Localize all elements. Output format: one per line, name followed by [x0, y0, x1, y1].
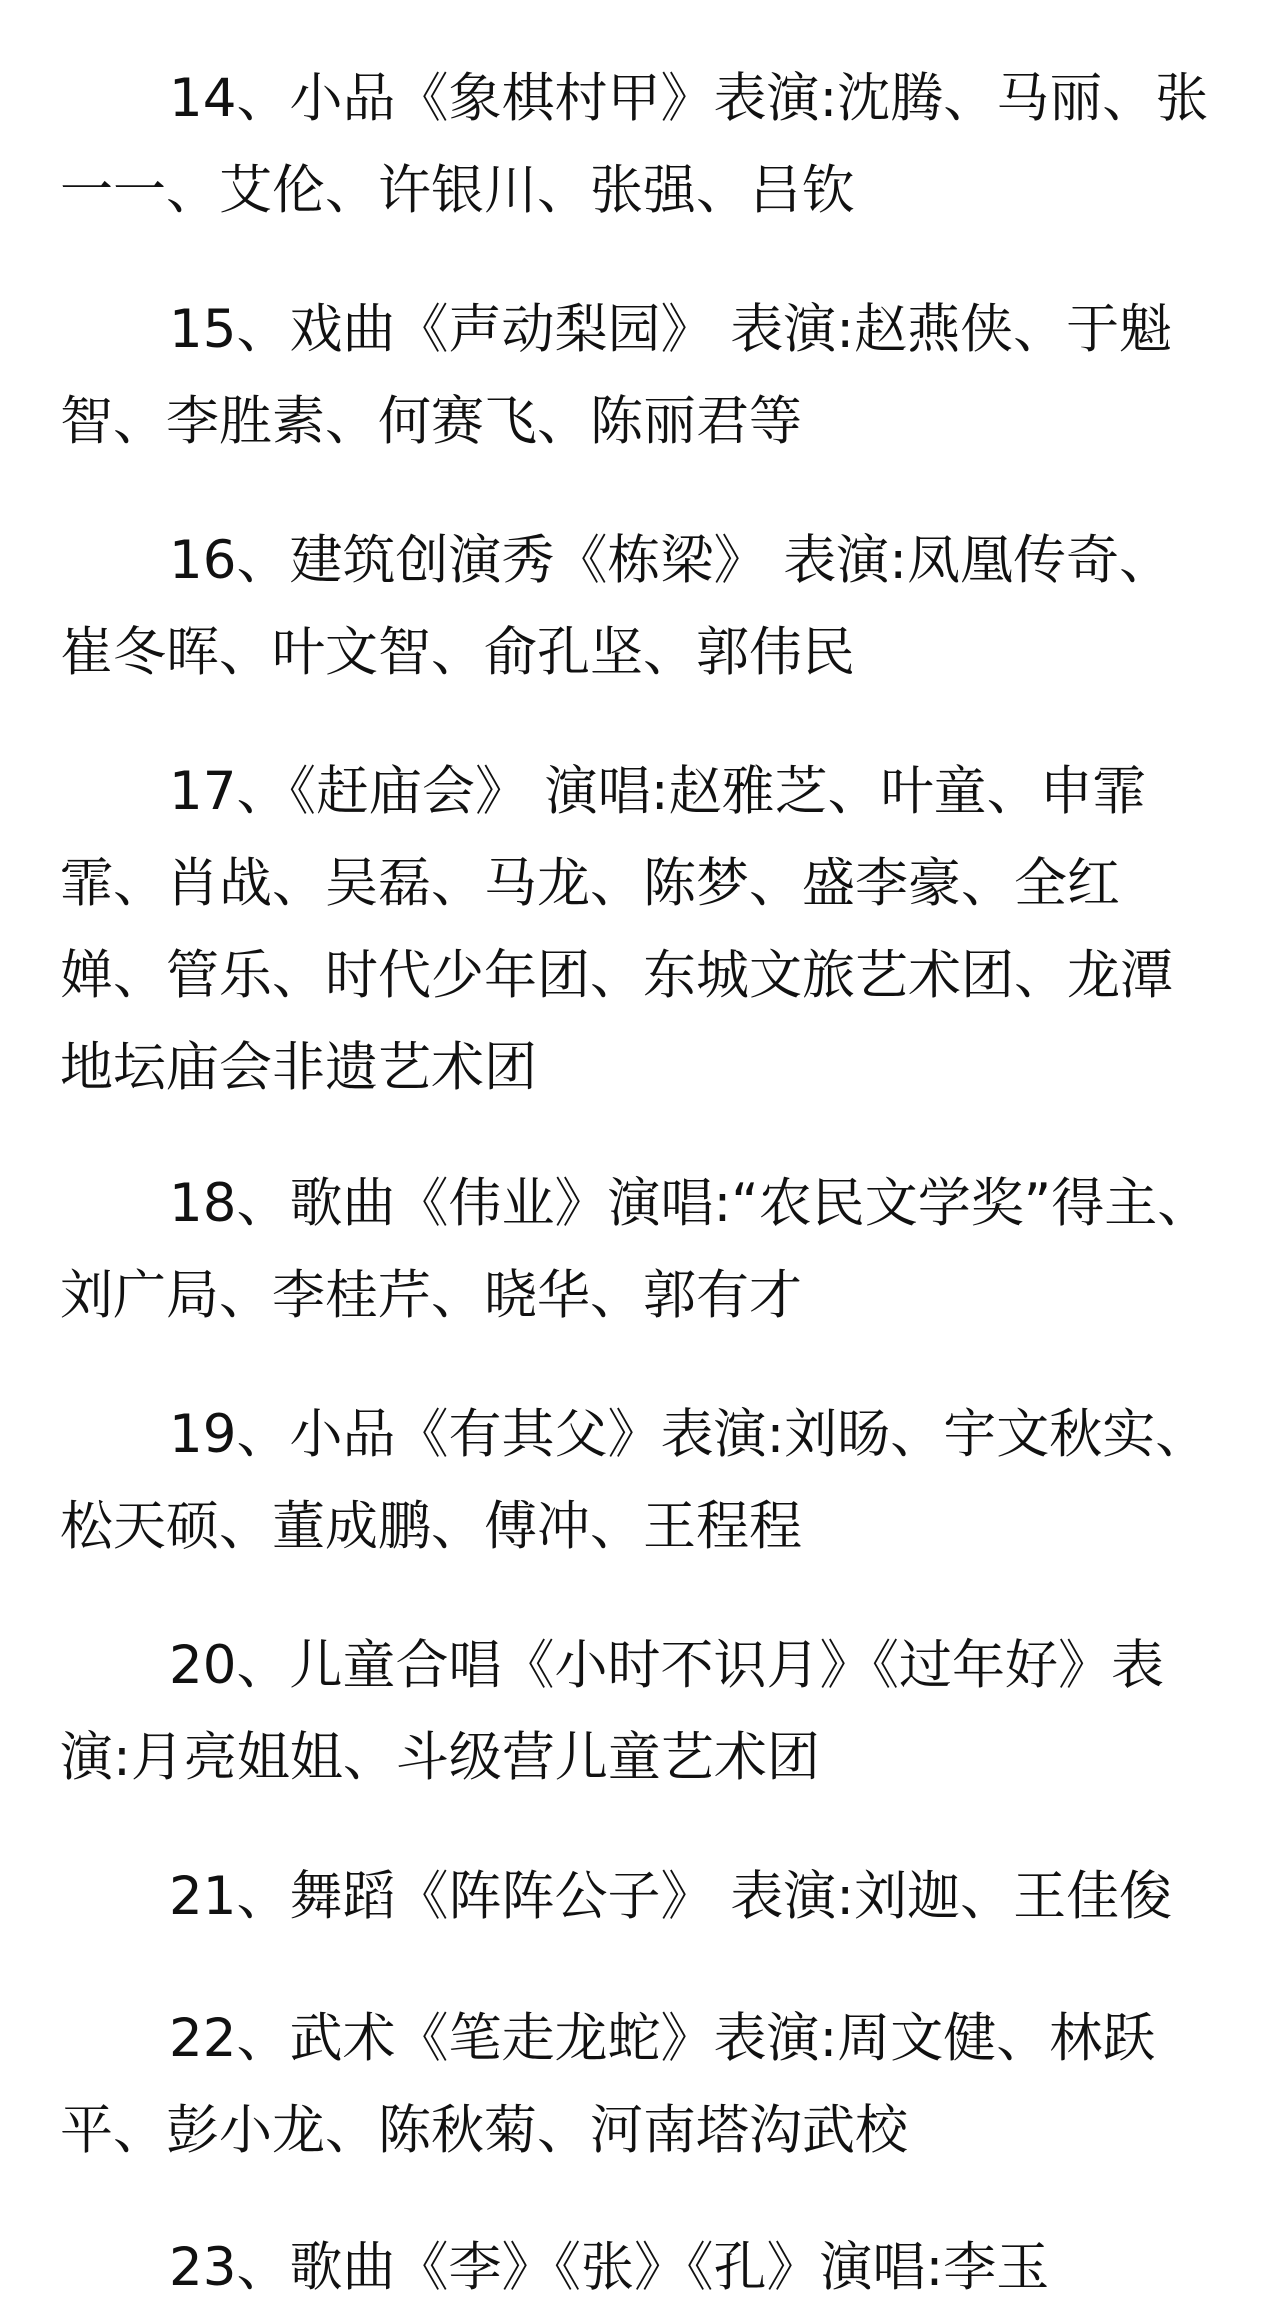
program-item-text: 19、小品《有其父》表演:刘旸、宇文秋实、松天硕、董成鹏、傅冲、王程程: [60, 1404, 1209, 1557]
program-item-text: 18、歌曲《伟业》演唱:“农民文学奖”得主、刘广局、李桂芹、晓华、郭有才: [60, 1173, 1211, 1326]
program-item-22: [60, 1993, 1220, 2177]
program-item-21: [60, 1851, 1220, 1943]
program-item-text: 22、武术《笔走龙蛇》表演:周文健、林跃平、彭小龙、陈秋菊、河南塔沟武校: [60, 2008, 1156, 2161]
program-item-15: [60, 284, 1220, 468]
program-item-19: [60, 1389, 1220, 1573]
program-item-text: 21、舞蹈《阵阵公子》 表演:刘迦、王佳俊: [169, 1866, 1173, 1927]
program-item-18: [60, 1158, 1220, 1342]
program-item-20: [60, 1620, 1220, 1804]
program-item-14: [60, 53, 1220, 237]
program-item-16: [60, 515, 1220, 699]
program-item-text: 16、建筑创演秀《栋梁》 表演:凤凰传奇、崔冬晖、叶文智、俞孔坚、郭伟民: [60, 530, 1173, 683]
program-item-text: 17、《赶庙会》 演唱:赵雅芝、叶童、申霏霏、肖战、吴磊、马龙、陈梦、盛李豪、全红婵、管乐、时代少年团、东城文旅艺术团、龙潭地坛庙会非遗艺术团: [60, 761, 1173, 1098]
program-item-17: [60, 746, 1220, 1114]
program-item-text: 20、儿童合唱《小时不识月》《过年好》表演:月亮姐姐、斗级营儿童艺术团: [60, 1635, 1164, 1788]
program-item-text: 14、小品《象棋村甲》表演:沈腾、马丽、张一一、艾伦、许银川、张强、吕钦: [60, 68, 1209, 221]
program-item-text: 15、戏曲《声动梨园》 表演:赵燕侠、于魁智、李胜素、何赛飞、陈丽君等: [60, 299, 1173, 452]
program-item-text: 23、歌曲《李》《张》《孔》演唱:李玉: [169, 2237, 1050, 2298]
program-item-23: [60, 2222, 1220, 2314]
